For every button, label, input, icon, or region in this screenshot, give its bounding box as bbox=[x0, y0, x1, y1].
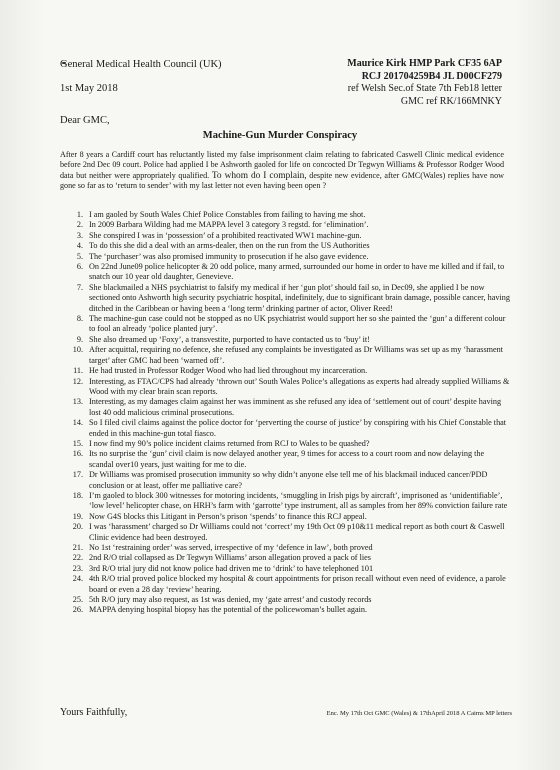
list-item-number: 5. bbox=[76, 251, 83, 261]
list-item-number: 6. bbox=[76, 262, 83, 272]
list-item-number: 9. bbox=[76, 334, 83, 344]
list-item-text: After acquittal, requiring no defence, she refused any complaints be investigated as Dr Williams was set up as my ‘harassment target’ after GMC had been ‘warned off’. bbox=[89, 345, 503, 365]
list-item-text: Dr Williams was promised prosecution immunity so why didn’t anyone else tell me of his blackmail induced cancer/PDD conclusion or at least, offer me palliative care? bbox=[89, 470, 488, 490]
list-item-text: Interesting, as FTAC/CPS had already ‘thrown out’ South Wales Police’s allegations as experts had already supplied Williams & Wood with my clear brain scan reports. bbox=[89, 376, 510, 396]
list-item bbox=[60, 543, 510, 553]
list-item bbox=[60, 418, 510, 439]
list-item bbox=[60, 220, 510, 230]
list-item-text: I now find my 90’s police incident claims returned from RCJ to Wales to be quashed? bbox=[89, 438, 370, 448]
list-item-text: He had trusted in Professor Rodger Wood who had lied throughout my incarceration. bbox=[89, 366, 368, 376]
list-item-number: 21. bbox=[72, 543, 83, 552]
list-item bbox=[60, 366, 510, 376]
intro-emphasis: To whom do I complain, bbox=[211, 170, 307, 181]
list-item-text: The ‘purchaser’ was also promised immunity to prosecution if he also gave evidence. bbox=[89, 251, 369, 261]
list-item bbox=[60, 449, 510, 470]
list-item-number: 24. bbox=[72, 574, 83, 584]
list-item-number: 18. bbox=[72, 490, 83, 500]
reference-line: ref Welsh Sec.of State 7th Feb18 letter bbox=[347, 83, 502, 94]
list-item bbox=[60, 283, 510, 314]
list-item-number: 1. bbox=[76, 210, 83, 219]
list-item-text: I am gaoled by South Wales Chief Police Constables from failing to having me shot. bbox=[89, 210, 366, 219]
intro-text-continued: despite new evidence, after GMC(Wales) replies have now gone so far as to ‘return to sender’ with my last letter not even having been open ? bbox=[60, 170, 504, 191]
list-item-number: 16. bbox=[72, 449, 83, 459]
enclosure-note: Enc. My 17th Oct GMC (Wales) & 17thApril 2018 A Cairns MP letters bbox=[326, 710, 512, 717]
list-item bbox=[60, 574, 510, 595]
intro-text: After 8 years a Cardiff court has reluctantly listed my false imprisonment claim relating to fabricated Caswell Clinic medical evidence before 2nd Dec 09 court. Police had applied I be Ashworth gaoled for life on concocted Dr Tegwyn Williams & Professor Rodger Wood data but neither were appropriately qualified. bbox=[60, 150, 504, 180]
gmc-reference: GMC ref RK/166MNKY bbox=[400, 95, 502, 107]
list-item-text: 3rd R/O trial jury did not know police had driven me to ‘drink’ to have telephoned 101 bbox=[89, 563, 374, 573]
list-item bbox=[60, 470, 510, 491]
sender-address: Maurice Kirk HMP Park CF35 6AP bbox=[347, 58, 502, 69]
recipient: General Medical Health Council (UK) bbox=[60, 59, 222, 70]
list-item-text: No 1st ‘restraining order’ was served, irrespective of my ‘defence in law’, both proved bbox=[89, 543, 373, 552]
list-item-number: 12. bbox=[72, 376, 83, 386]
list-item-text: On 22nd June09 police helicopter & 20 odd police, many armed, surrounded our home in order to have me killed and if fail, to snatch our 10 year old daughter, Genevieve. bbox=[89, 262, 505, 282]
list-item-number: 4. bbox=[76, 241, 83, 251]
list-item-number: 15. bbox=[72, 438, 83, 448]
list-item bbox=[60, 210, 510, 220]
letter-date: 1st May 2018 bbox=[60, 83, 118, 94]
list-item-text: She conspired I was in ‘possession’ of a prohibited reactivated WW1 machine-gun. bbox=[89, 230, 362, 240]
list-item-number: 11. bbox=[73, 366, 83, 376]
list-item-number: 14. bbox=[72, 418, 83, 428]
list-item-number: 20. bbox=[72, 522, 83, 532]
list-item bbox=[60, 553, 510, 563]
list-item-text: I’m gaoled to block 300 witnesses for motoring incidents, ‘smuggling in Irish pigs by aircraft’, imprisoned as ‘unidentifiable’, ‘low level’ helicopter chase, on HRH’s farm with ‘garrotte’ type instrument, all as samples from her 89% conviction failure rate bbox=[89, 490, 508, 511]
list-item-text: She also dreamed up ‘Foxy’, a transvestite, purported to have contacted us to ‘buy’ it! bbox=[89, 334, 370, 344]
list-item bbox=[60, 314, 510, 335]
list-item bbox=[60, 564, 510, 574]
numbered-list bbox=[60, 210, 510, 616]
list-item-text: She blackmailed a NHS psychiatrist to falsify my medical if her ‘gun plot’ should fail so, in Dec09, she applied I be now sectioned onto Ashworth high security psychiatric hospital, indefinitely, due to significant brain damage, possible cancer, having ditched in the Caribbean or having been a ‘long term’ drinking partner of actor, Oliver Reed! bbox=[89, 282, 510, 313]
intro-paragraph bbox=[60, 150, 504, 192]
list-item-number: 13. bbox=[72, 397, 83, 407]
list-item-number: 7. bbox=[76, 282, 83, 292]
list-item-text: I was ‘harassment’ charged so Dr Williams could not ‘correct’ my 19th Oct 09 p10&11 medical report as both court & Caswell Clinic evidence had been destroyed. bbox=[89, 522, 505, 542]
list-item bbox=[60, 241, 510, 251]
list-item bbox=[60, 345, 510, 366]
list-item-number: 23. bbox=[72, 563, 83, 573]
list-item-text: To do this she did a deal with an arms-dealer, then on the run from the US Authorities bbox=[89, 241, 370, 251]
list-item-text: MAPPA denying hospital biopsy has the potential of the policewoman’s bullet again. bbox=[89, 605, 368, 615]
list-item-number: 17. bbox=[72, 470, 83, 480]
letter-footer bbox=[60, 707, 512, 718]
list-item bbox=[60, 512, 510, 522]
list-item-text: Interesting, as my damages claim against her was imminent as she refused any idea of ‘settlement out of court’ despite having lost 40 odd malicious criminal prosecutions. bbox=[89, 397, 502, 417]
list-item bbox=[60, 522, 510, 543]
list-item bbox=[60, 252, 510, 262]
list-item-number: 3. bbox=[76, 230, 83, 240]
list-item-number: 10. bbox=[72, 345, 83, 355]
list-item-number: 26. bbox=[72, 605, 83, 615]
letter-title: Machine-Gun Murder Conspiracy bbox=[202, 130, 358, 141]
list-item-text: In 2009 Barbara Wilding had me MAPPA level 3 category 3 regstd. for ‘elimination’. bbox=[89, 220, 369, 230]
letter-header-right bbox=[347, 58, 502, 108]
list-item bbox=[60, 397, 510, 418]
list-item bbox=[60, 335, 510, 345]
list-item bbox=[60, 605, 510, 615]
list-item-number: 19. bbox=[72, 511, 83, 521]
sender-reference: RCJ 201704259B4 JL D00CF279 bbox=[361, 70, 502, 82]
list-item-text: 5th R/O jury may also request, as 1st was denied, my ‘gate arrest’ and custody records bbox=[89, 595, 372, 605]
salutation: Dear GMC, bbox=[60, 115, 110, 126]
list-item-number: 25. bbox=[72, 595, 83, 605]
list-item-text: The machine-gun case could not be stopped as no UK psychiatrist would support her so she painted the ‘gun’ a different colour to fool an already ‘police planted jury’. bbox=[89, 314, 506, 334]
signoff: Yours Faithfully, bbox=[60, 707, 128, 718]
list-item bbox=[60, 262, 510, 283]
list-item bbox=[60, 377, 510, 398]
list-item-text: Its no surprise the ‘gun’ civil claim is now delayed another year, 9 times for access to a court room and now delaying the scandal over10 years, just waiting for me to die. bbox=[89, 449, 485, 469]
list-item bbox=[60, 439, 510, 449]
list-item-text: 2nd R/O trial collapsed as Dr Tegwyn Williams’ arson allegation proved a pack of lies bbox=[89, 553, 371, 563]
list-item-number: 2. bbox=[76, 220, 83, 230]
list-item-number: 22. bbox=[72, 553, 83, 563]
list-item bbox=[60, 491, 510, 512]
list-item-text: 4th R/O trial proved police blocked my hospital & court appointments for prison recall without even need of evidence, a parole board or even a 28 day ‘review’ hearing. bbox=[89, 574, 506, 594]
letter-header-left bbox=[60, 58, 222, 95]
list-item-number: 8. bbox=[76, 314, 83, 324]
list-item-text: Now G4S blocks this Litigant in Person’s prison ‘spends’ to finance this RCJ appeal. bbox=[89, 511, 367, 521]
list-item bbox=[60, 231, 510, 241]
list-item bbox=[60, 595, 510, 605]
list-item-text: So I filed civil claims against the police doctor for ‘perverting the course of justice’ by conspiring with his Chief Constable that ended in this machine-gun total fiasco. bbox=[89, 418, 507, 438]
